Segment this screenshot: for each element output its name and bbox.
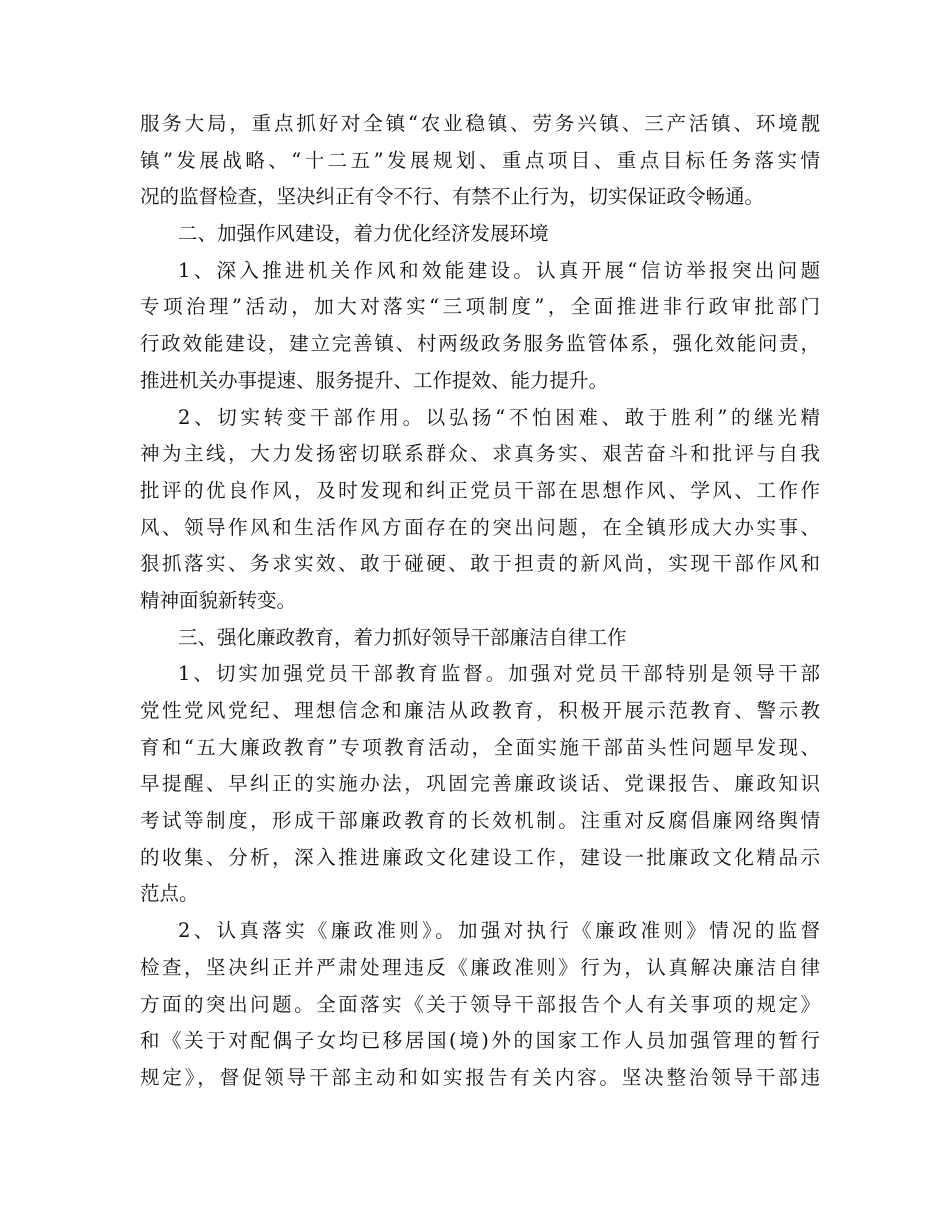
text-line: 检查，坚决纠正并严肃处理违反《廉政准则》行为，认真解决廉洁自律 — [140, 955, 820, 979]
text-line: 服务大局，重点抓好对全镇“农业稳镇、劳务兴镇、三产活镇、环境靓 — [140, 112, 820, 135]
text-line: 神为主线，大力发扬密切联系群众、求真务实、艰苦奋斗和批评与自我 — [140, 442, 820, 466]
text-line: 规定》，督促领导干部主动和如实报告有关内容。坚决整治领导干部违 — [140, 1065, 820, 1089]
text-line: 精神面貌新转变。 — [140, 588, 297, 612]
text-line: 行政效能建设，建立完善镇、村两级政务服务监管体系，强化效能问责， — [140, 332, 820, 356]
text-line: 二、加强作风建设，着力优化经济发展环境 — [178, 222, 549, 246]
text-line: 风、领导作风和生活作风方面存在的突出问题，在全镇形成大办实事、 — [140, 515, 820, 539]
text-line: 党性党风党纪、理想信念和廉洁从政教育，积极开展示范教育、警示教 — [140, 699, 820, 722]
text-line: 1、深入推进机关作风和效能建设。认真开展“信访举报突出问题 — [178, 258, 820, 282]
text-line: 专项治理”活动，加大对落实“三项制度”，全面推进非行政审批部门 — [140, 295, 820, 319]
text-line: 1、切实加强党员干部教育监督。加强对党员干部特别是领导干部 — [178, 662, 820, 686]
text-line: 早提醒、早纠正的实施办法，巩固完善廉政谈话、党课报告、廉政知识 — [140, 772, 820, 796]
text-line: 方面的突出问题。全面落实《关于领导干部报告个人有关事项的规定》 — [140, 992, 820, 1016]
text-line: 推进机关办事提速、服务提升、工作提效、能力提升。 — [140, 368, 609, 392]
text-line: 育和“五大廉政教育”专项教育活动，全面实施干部苗头性问题早发现、 — [140, 735, 820, 759]
text-line: 镇”发展战略、“十二五”发展规划、重点项目、重点目标任务落实情 — [140, 148, 820, 172]
text-line: 考试等制度，形成干部廉政教育的长效机制。注重对反腐倡廉网络舆情 — [140, 809, 820, 833]
text-line: 三、强化廉政教育，着力抓好领导干部廉洁自律工作 — [178, 625, 627, 649]
text-line: 狠抓落实、务求实效、敢于碰硬、敢于担责的新风尚，实现干部作风和 — [140, 552, 820, 576]
text-line: 2、切实转变干部作用。以弘扬“不怕困难、敢于胜利”的继光精 — [178, 405, 820, 429]
text-line: 范点。 — [140, 882, 199, 906]
document-body — [140, 106, 820, 1097]
text-line: 2、认真落实《廉政准则》。加强对执行《廉政准则》情况的监督 — [178, 919, 820, 943]
text-line: 批评的优良作风，及时发现和纠正党员干部在思想作风、学风、工作作 — [140, 478, 820, 502]
text-line: 况的监督检查，坚决纠正有令不行、有禁不止行为，切实保证政令畅通。 — [140, 185, 765, 209]
text-line: 和《关于对配偶子女均已移居国(境)外的国家工作人员加强管理的暂行 — [140, 1029, 820, 1053]
text-line: 的收集、分析，深入推进廉政文化建设工作，建设一批廉政文化精品示 — [140, 845, 820, 869]
